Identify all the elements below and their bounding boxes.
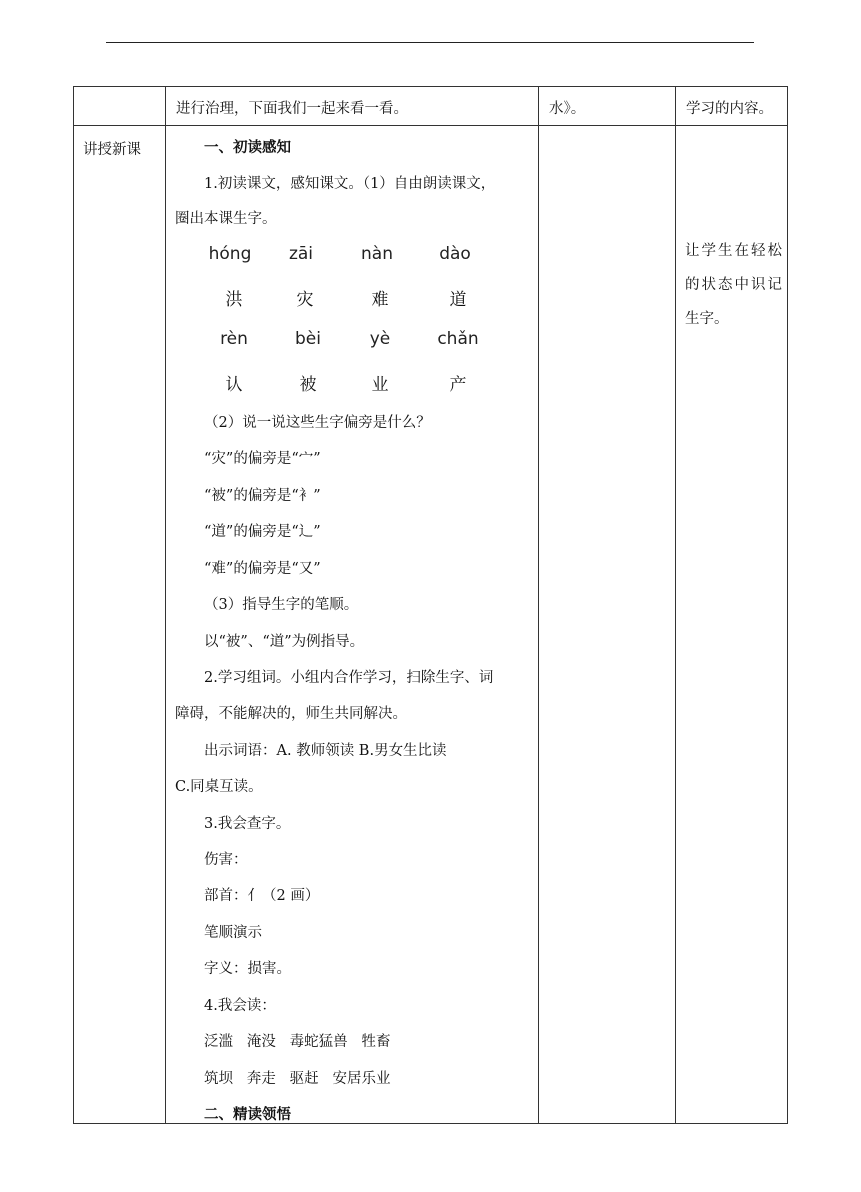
- paragraph-line: 以“被”、“道”为例指导。: [204, 634, 365, 650]
- header-rule: [106, 42, 754, 43]
- paragraph-line: 笔顺演示: [204, 925, 262, 941]
- section-label: 讲授新课: [83, 142, 141, 158]
- pinyin: dào: [439, 244, 471, 264]
- paragraph-line: “道”的偏旁是“辶”: [204, 524, 321, 540]
- paragraph-line: 部首：亻（2 画）: [204, 888, 320, 904]
- lesson-plan-table: [73, 86, 788, 1124]
- word-list: 泛滥 淹没 毒蛇猛兽 牲畜: [204, 1034, 391, 1050]
- table-cell: [676, 87, 788, 126]
- paragraph-line: 字义：损害。: [204, 961, 291, 977]
- table-cell: [539, 87, 676, 126]
- paragraph-line: C.同桌互读。: [175, 779, 263, 795]
- pinyin: rèn: [220, 329, 248, 349]
- paragraph-line: （2）说一说这些生字偏旁是什么？: [204, 415, 431, 431]
- note-cell: [676, 126, 788, 1124]
- hanzi: 道: [449, 290, 467, 310]
- table-cell: [166, 87, 539, 126]
- hanzi: 难: [371, 290, 389, 310]
- cell-text: 水》。: [549, 101, 586, 117]
- pinyin: hóng: [208, 244, 252, 264]
- pinyin: chǎn: [437, 329, 479, 349]
- hanzi: 灾: [296, 290, 314, 310]
- table-row: [74, 87, 788, 126]
- pinyin: bèi: [295, 329, 321, 349]
- paragraph-line: 2.学习组词。小组内合作学习，扫除生字、词: [204, 670, 494, 686]
- paragraph-line: 3.我会查字。: [204, 816, 291, 832]
- cell-text: 进行治理，下面我们一起来看一看。: [176, 101, 408, 117]
- hanzi: 业: [371, 375, 389, 395]
- lesson-content-cell: [166, 126, 539, 1124]
- section-heading: 一、初读感知: [204, 140, 291, 156]
- pinyin: zāi: [288, 244, 314, 264]
- paragraph-line: 1.初读课文，感知课文。（1）自由朗读课文，: [204, 176, 496, 192]
- paragraph-line: 障碍，不能解决的，师生共同解决。: [175, 706, 407, 722]
- cell-text: 学习的内容。: [686, 101, 773, 117]
- table-cell: [539, 126, 676, 1124]
- paragraph-line: （3）指导生字的笔顺。: [204, 597, 359, 613]
- teaching-note: 让学生在轻松的状态中识记生字。: [685, 243, 782, 327]
- table-cell: [74, 126, 166, 1124]
- paragraph-line: 4.我会读：: [204, 998, 276, 1014]
- word-list: 筑坝 奔走 驱赶 安居乐业: [204, 1071, 391, 1087]
- pinyin: yè: [369, 329, 391, 349]
- paragraph-line: 出示词语：A. 教师领读 B.男女生比读: [204, 743, 447, 759]
- table-cell: [74, 87, 166, 126]
- pinyin: nàn: [361, 244, 393, 264]
- paragraph-line: 圈出本课生字。: [175, 211, 277, 227]
- hanzi: 产: [449, 375, 467, 395]
- hanzi: 洪: [225, 290, 243, 310]
- paragraph-line: “灾”的偏旁是“宀”: [204, 451, 321, 467]
- section-heading: 二、精读领悟: [204, 1107, 291, 1123]
- paragraph-line: “被”的偏旁是“衤”: [204, 488, 321, 504]
- hanzi: 被: [299, 375, 317, 395]
- paragraph-line: “难”的偏旁是“又”: [204, 561, 321, 577]
- paragraph-line: 伤害：: [204, 852, 248, 868]
- hanzi: 认: [225, 375, 243, 395]
- table-row: [74, 126, 788, 1124]
